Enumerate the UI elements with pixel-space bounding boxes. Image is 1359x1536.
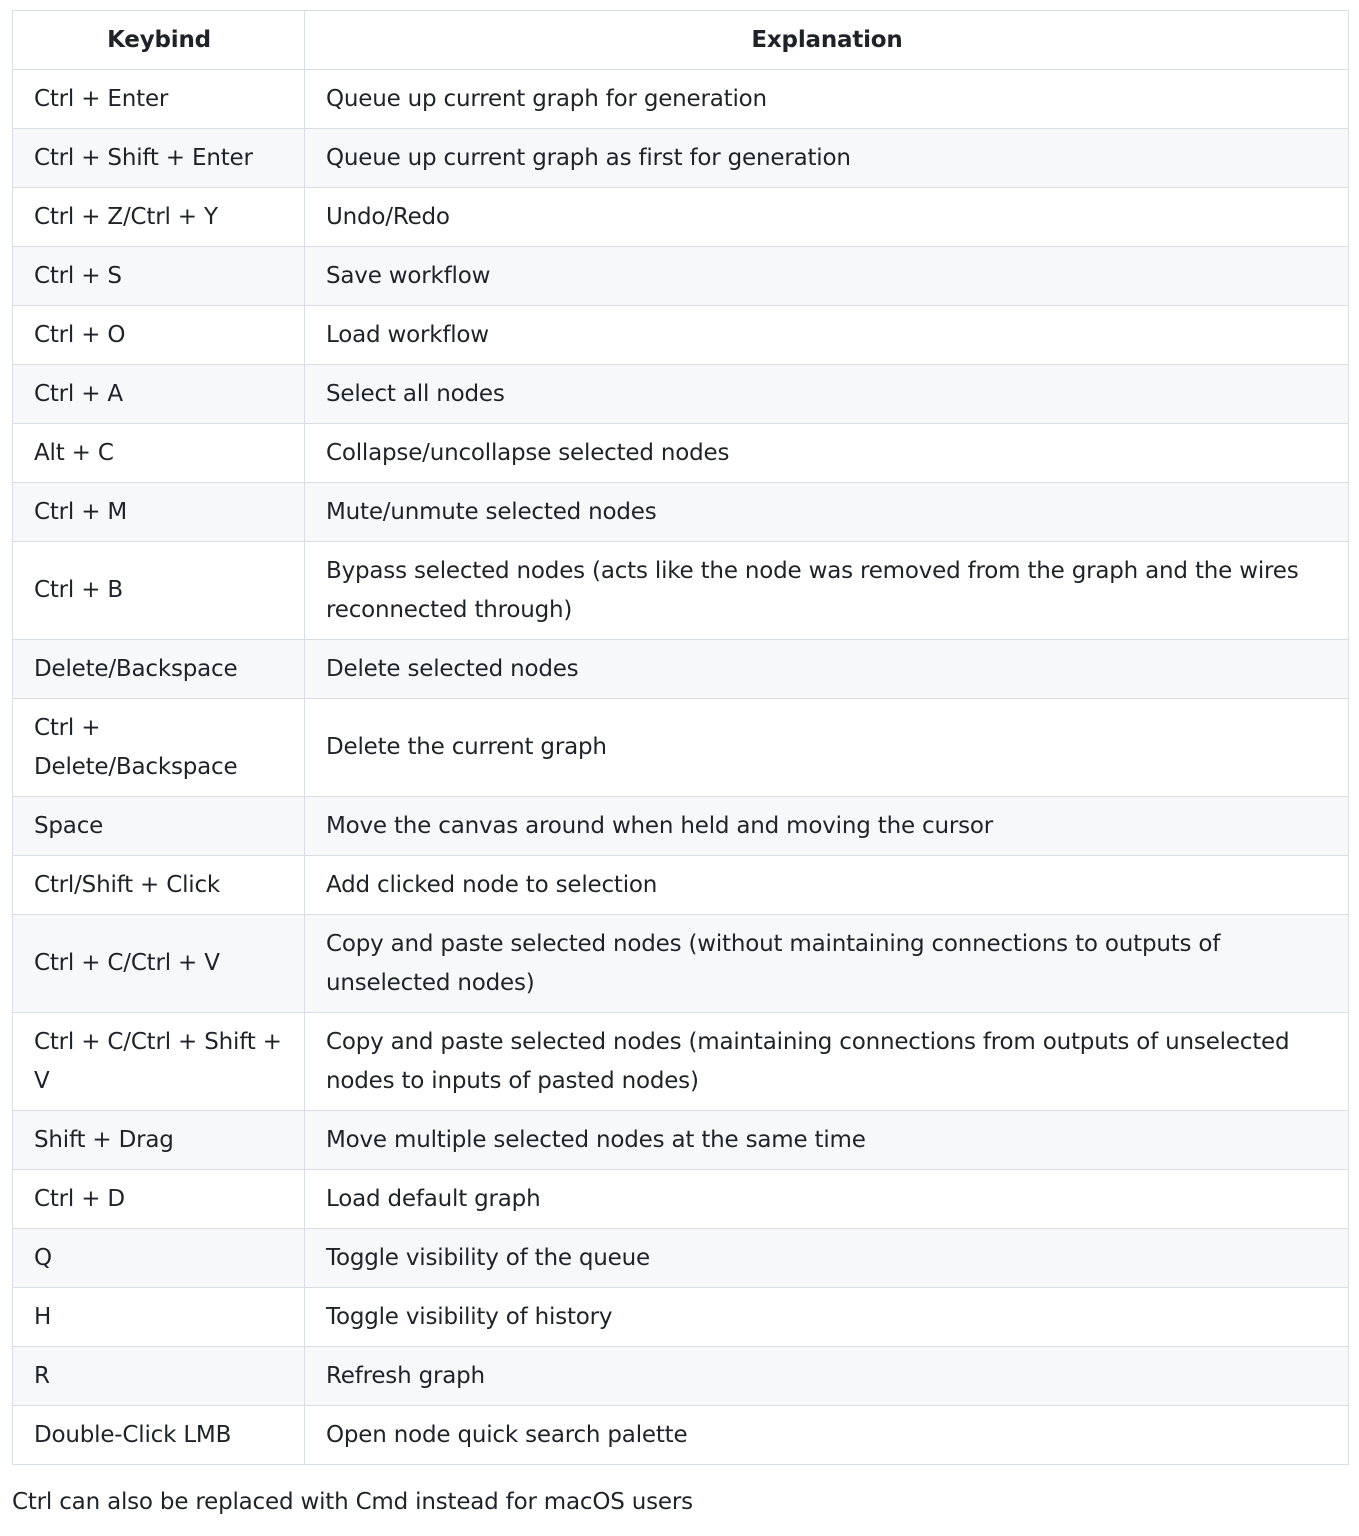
keybind-cell: Ctrl + B — [13, 542, 305, 640]
explanation-cell: Mute/unmute selected nodes — [305, 483, 1349, 542]
table-row — [13, 1288, 1349, 1347]
explanation-cell: Load default graph — [305, 1170, 1349, 1229]
explanation-cell: Move multiple selected nodes at the same time — [305, 1111, 1349, 1170]
keybind-cell: Ctrl + C/Ctrl + Shift + V — [13, 1013, 305, 1111]
table-row — [13, 306, 1349, 365]
table-row — [13, 1111, 1349, 1170]
explanation-cell: Toggle visibility of the queue — [305, 1229, 1349, 1288]
explanation-cell: Copy and paste selected nodes (maintaining connections from outputs of unselected nodes to inputs of pasted nodes) — [305, 1013, 1349, 1111]
table-row — [13, 188, 1349, 247]
table-row — [13, 1170, 1349, 1229]
column-header-keybind: Keybind — [13, 11, 305, 70]
explanation-cell: Open node quick search palette — [305, 1406, 1349, 1465]
explanation-cell: Toggle visibility of history — [305, 1288, 1349, 1347]
table-row — [13, 129, 1349, 188]
macos-note: Ctrl can also be replaced with Cmd instead for macOS users — [12, 1489, 693, 1515]
table-row — [13, 542, 1349, 640]
explanation-cell: Select all nodes — [305, 365, 1349, 424]
table-row — [13, 247, 1349, 306]
explanation-cell: Move the canvas around when held and moving the cursor — [305, 797, 1349, 856]
table-row — [13, 797, 1349, 856]
table-row — [13, 1406, 1349, 1465]
explanation-cell: Delete selected nodes — [305, 640, 1349, 699]
keybind-cell: H — [13, 1288, 305, 1347]
keybind-cell: Ctrl + Enter — [13, 70, 305, 129]
table-row — [13, 1229, 1349, 1288]
keybind-cell: Alt + C — [13, 424, 305, 483]
keybind-cell: Double-Click LMB — [13, 1406, 305, 1465]
explanation-cell: Queue up current graph for generation — [305, 70, 1349, 129]
table-header-row — [13, 11, 1349, 70]
table-row — [13, 365, 1349, 424]
table-row — [13, 70, 1349, 129]
table-row — [13, 1347, 1349, 1406]
table-row — [13, 424, 1349, 483]
table-row — [13, 856, 1349, 915]
table-row — [13, 915, 1349, 1013]
keybind-table-container — [12, 10, 1348, 1465]
keybind-table — [12, 10, 1349, 1465]
keybind-cell: Q — [13, 1229, 305, 1288]
explanation-cell: Save workflow — [305, 247, 1349, 306]
keybind-cell: Ctrl + O — [13, 306, 305, 365]
keybind-cell: Ctrl + C/Ctrl + V — [13, 915, 305, 1013]
keybind-cell: Space — [13, 797, 305, 856]
explanation-cell: Delete the current graph — [305, 699, 1349, 797]
keybind-cell: Delete/Backspace — [13, 640, 305, 699]
column-header-explanation: Explanation — [305, 11, 1349, 70]
keybind-cell: Ctrl + Z/Ctrl + Y — [13, 188, 305, 247]
keybind-cell: Shift + Drag — [13, 1111, 305, 1170]
explanation-cell: Copy and paste selected nodes (without maintaining connections to outputs of unselected nodes) — [305, 915, 1349, 1013]
keybind-cell: Ctrl/Shift + Click — [13, 856, 305, 915]
explanation-cell: Add clicked node to selection — [305, 856, 1349, 915]
keybind-cell: Ctrl + S — [13, 247, 305, 306]
keybind-cell: Ctrl + Shift + Enter — [13, 129, 305, 188]
keybind-cell: Ctrl + D — [13, 1170, 305, 1229]
keybind-cell: Ctrl + M — [13, 483, 305, 542]
keybind-cell: Ctrl + A — [13, 365, 305, 424]
explanation-cell: Queue up current graph as first for generation — [305, 129, 1349, 188]
explanation-cell: Bypass selected nodes (acts like the node was removed from the graph and the wires reconnected through) — [305, 542, 1349, 640]
explanation-cell: Undo/Redo — [305, 188, 1349, 247]
table-row — [13, 1013, 1349, 1111]
explanation-cell: Load workflow — [305, 306, 1349, 365]
table-row — [13, 483, 1349, 542]
explanation-cell: Collapse/uncollapse selected nodes — [305, 424, 1349, 483]
explanation-cell: Refresh graph — [305, 1347, 1349, 1406]
table-row — [13, 699, 1349, 797]
keybind-cell: R — [13, 1347, 305, 1406]
table-row — [13, 640, 1349, 699]
keybind-cell: Ctrl + Delete/Backspace — [13, 699, 305, 797]
